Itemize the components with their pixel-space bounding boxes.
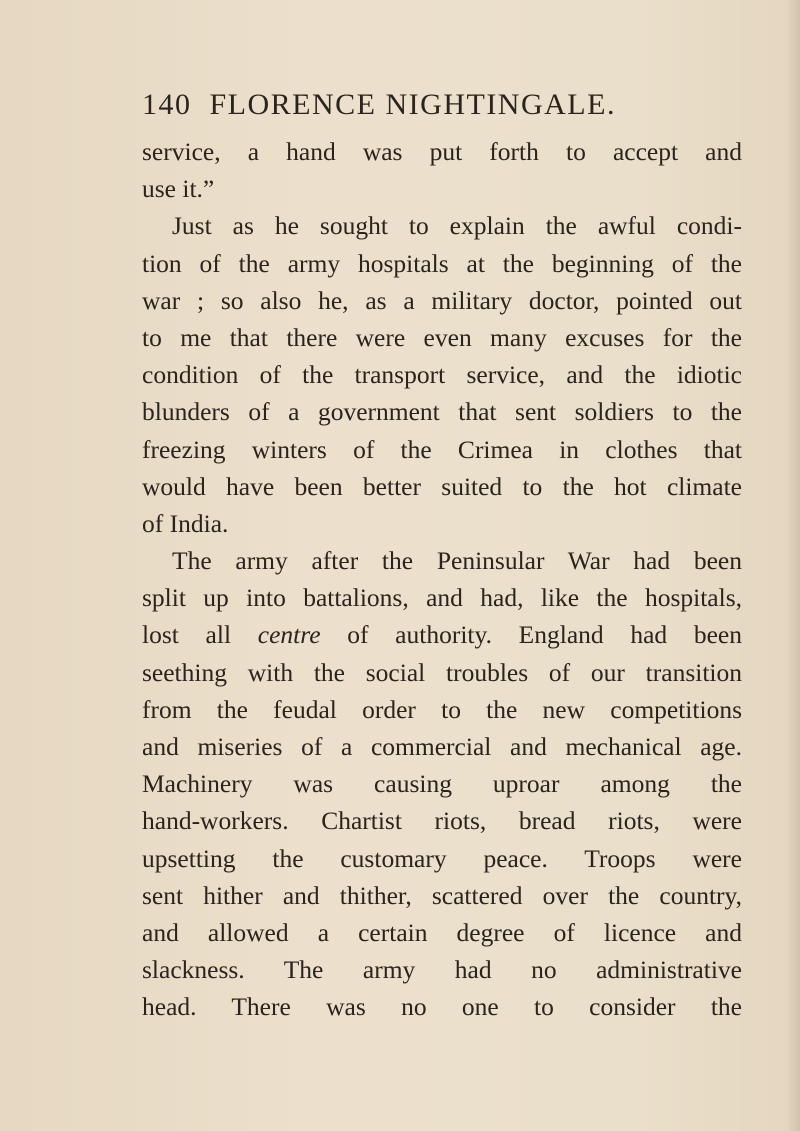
text-line: and allowed a certain degree of licence and — [142, 917, 742, 947]
text-line: from the feudal order to the new competitions — [142, 694, 742, 724]
text-line: would have been better suited to the hot climate — [142, 471, 742, 501]
text-line: head. There was no one to consider the — [142, 992, 742, 1022]
text-line: condition of the transport service, and the idiotic — [142, 360, 742, 390]
text-line: seething with the social troubles of our transition — [142, 657, 742, 687]
paragraph-start-line: Just as he sought to explain the awful condi- — [172, 211, 742, 241]
paragraph-start-line: The army after the Peninsular War had been — [172, 546, 742, 576]
text-line: blunders of a government that sent soldiers to the — [142, 397, 742, 427]
text-line: and miseries of a commercial and mechanical age. — [142, 732, 742, 761]
text-run: lost all — [142, 620, 232, 650]
italic-word: centre — [257, 620, 321, 650]
page-number: 140 — [142, 88, 192, 121]
text-line: Machinery was causing uproar among the — [142, 769, 742, 799]
page-edge-shadow — [786, 0, 800, 1131]
text-line: to me that there were even many excuses for the — [142, 322, 742, 352]
text-line: sent hither and thither, scattered over the country, — [142, 880, 742, 910]
text-line: of India. — [142, 508, 229, 538]
text-line: hand-workers. Chartist riots, bread riots, were — [142, 806, 742, 836]
running-title: FLORENCE NIGHTINGALE. — [209, 88, 616, 121]
text-line: split up into battalions, and had, like the hospitals, — [142, 583, 742, 613]
text-line: freezing winters of the Crimea in clothes that — [142, 434, 742, 464]
text-line: use it.” — [142, 174, 215, 204]
text-line-with-italic — [142, 616, 742, 653]
text-line: upsetting the customary peace. Troops were — [142, 843, 742, 873]
text-line: service, a hand was put forth to accept and — [142, 137, 742, 166]
text-line: tion of the army hospitals at the beginning of the — [142, 248, 742, 278]
text-line: slackness. The army had no administrative — [142, 955, 742, 985]
text-line: war ; so also he, as a military doctor, pointed out — [142, 285, 742, 315]
running-header — [142, 83, 742, 127]
text-run: of authority. England had been — [347, 620, 742, 650]
body-text — [142, 133, 742, 1026]
